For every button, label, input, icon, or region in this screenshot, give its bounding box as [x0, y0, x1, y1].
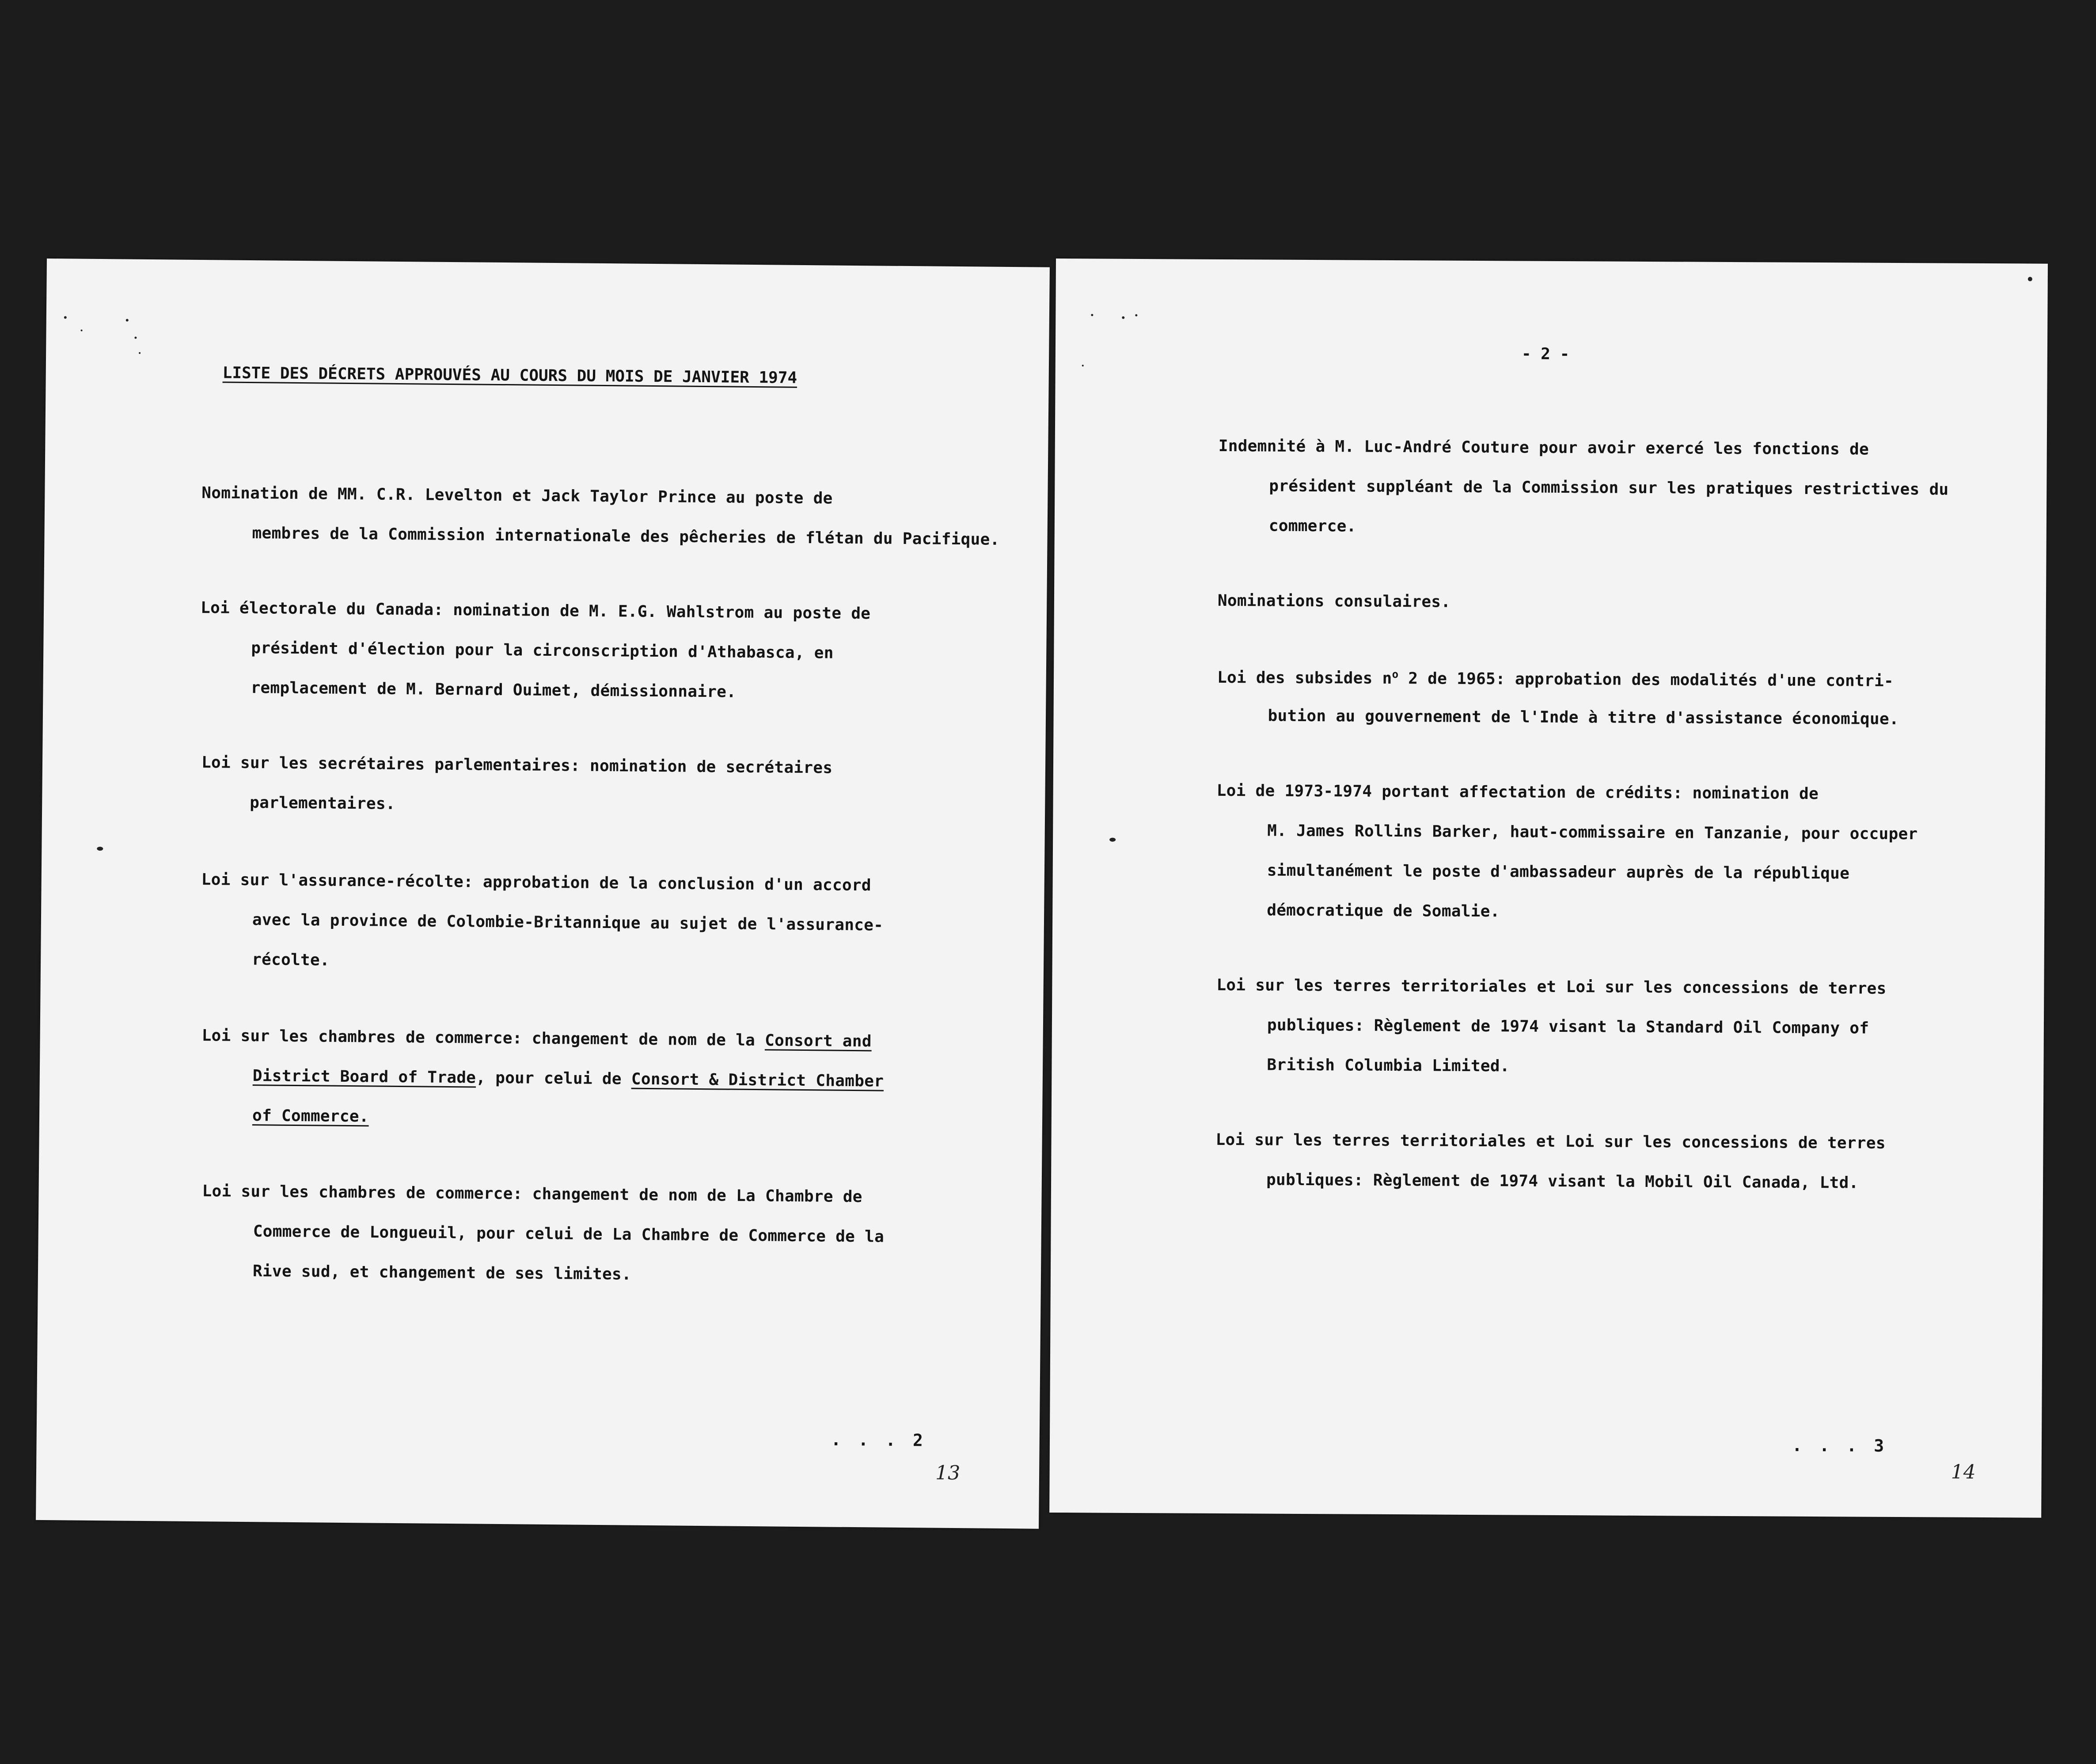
entry-6-line-2: Commerce de Longueuil, pour celui de La Chambre de Commerce de la: [253, 1222, 885, 1246]
old-name-part-1: Consort and: [764, 1031, 872, 1051]
ink-speck: [1122, 316, 1124, 319]
p2-entry-3-rest: 2 de 1965: approbation des modalités d'une contri-: [1398, 669, 1894, 690]
document-title: LISTE DES DÉCRETS APPROUVÉS AU COURS DU MOIS DE JANVIER 1974: [222, 364, 797, 387]
entry-3-line-2: parlementaires.: [250, 794, 396, 813]
entry-5-line-1-text: Loi sur les chambres de commerce: changement de nom de la: [201, 1026, 765, 1050]
document-page-1: [36, 259, 1050, 1529]
ink-speck: [134, 337, 137, 339]
ink-speck: [1091, 314, 1093, 316]
p2-entry-6-line-2: publiques: Règlement de 1974 visant la Mobil Oil Canada, Ltd.: [1266, 1171, 1859, 1192]
entry-5-line-1: [202, 1028, 872, 1049]
ink-speck: [1082, 365, 1084, 366]
handwritten-folio-number: 13: [935, 1461, 961, 1485]
handwritten-folio-number: 14: [1951, 1460, 1976, 1483]
p2-entry-5-line-1: Loi sur les terres territoriales et Loi sur les concessions de terres: [1216, 976, 1887, 998]
p2-entry-1-line-2: président suppléant de la Commission sur les pratiques restrictives du: [1269, 477, 1949, 499]
p2-entry-5-line-2: publiques: Règlement de 1974 visant la Standard Oil Company of: [1267, 1016, 1869, 1038]
p2-entry-4-line-4: démocratique de Somalie.: [1267, 901, 1500, 921]
ink-speck: [2028, 277, 2032, 281]
p2-entry-1-line-3: commerce.: [1268, 517, 1356, 536]
entry-3-line-1: Loi sur les secrétaires parlementaires: nomination de secrétaires: [201, 753, 833, 777]
ink-speck: [1109, 838, 1116, 842]
p2-entry-5-line-3: British Columbia Limited.: [1267, 1056, 1510, 1076]
page-number: - 2 -: [1521, 345, 1570, 364]
p2-entry-3-prefix: Loi des subsides n: [1217, 668, 1392, 688]
ink-speck: [97, 847, 103, 851]
entry-5-line-2-text: , pour celui de: [476, 1068, 632, 1088]
p2-entry-3-line-1: [1217, 668, 1894, 689]
numero-superscript: o: [1392, 668, 1399, 681]
entry-2-line-1: Loi électorale du Canada: nomination de M. E.G. Wahlstrom au poste de: [200, 599, 871, 623]
entry-4-line-2: avec la province de Colombie-Britannique au sujet de l'assurance-: [252, 911, 884, 935]
entry-4-line-3: récolte.: [251, 950, 330, 969]
entry-5-line-3: [252, 1108, 369, 1125]
new-name-part-2: of Commerce.: [252, 1106, 369, 1126]
ink-speck: [126, 319, 129, 322]
new-name-part-1: Consort & District Chamber: [631, 1070, 884, 1091]
entry-4-line-1: Loi sur l'assurance-récolte: approbation de la conclusion d'un accord: [201, 871, 872, 895]
p2-entry-4-line-3: simultanément le poste d'ambassadeur auprès de la république: [1267, 861, 1850, 883]
old-name-part-2: District Board of Trade: [252, 1067, 476, 1087]
entry-1-line-1: Nomination de MM. C.R. Levelton et Jack Taylor Prince au poste de: [201, 484, 833, 508]
document-page-2: [1049, 259, 2048, 1518]
p2-entry-4-line-2: M. James Rollins Barker, haut-commissaire en Tanzanie, pour occuper: [1267, 821, 1918, 844]
continuation-marker: . . . 2: [831, 1429, 927, 1450]
p2-entry-4-line-1: Loi de 1973-1974 portant affectation de crédits: nomination de: [1216, 781, 1819, 803]
p2-entry-2-line-1: Nominations consulaires.: [1217, 591, 1451, 611]
ink-speck: [81, 330, 83, 331]
entry-6-line-3: Rive sud, et changement de ses limites.: [252, 1262, 632, 1284]
continuation-marker: . . . 3: [1792, 1435, 1888, 1456]
entry-2-line-3: remplacement de M. Bernard Ouimet, démissionnaire.: [251, 679, 737, 701]
p2-entry-3-line-2: bution au gouvernement de l'Inde à titre d'assistance économique.: [1268, 707, 1899, 729]
entry-5-line-2: [253, 1068, 884, 1089]
p2-entry-6-line-1: Loi sur les terres territoriales et Loi sur les concessions de terres: [1215, 1130, 1886, 1152]
p2-entry-1-line-1: Indemnité à M. Luc-André Couture pour avoir exercé les fonctions de: [1218, 437, 1869, 459]
ink-speck: [64, 316, 67, 319]
entry-6-line-1: Loi sur les chambres de commerce: changement de nom de La Chambre de: [202, 1182, 862, 1206]
ink-speck: [1135, 314, 1137, 316]
entry-2-line-2: président d'élection pour la circonscription d'Athabasca, en: [251, 639, 834, 662]
entry-1-line-2: membres de la Commission internationale des pêcheries de flétan du Pacifique.: [252, 524, 1000, 549]
ink-speck: [139, 352, 140, 354]
